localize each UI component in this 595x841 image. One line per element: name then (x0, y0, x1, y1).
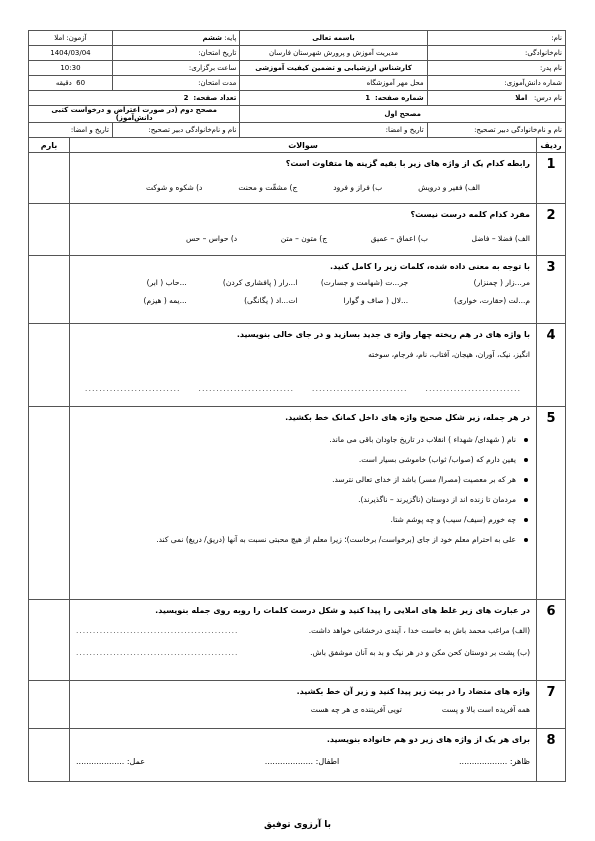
course-label: نام درس: (533, 94, 562, 102)
question-6 (28, 600, 566, 681)
option-c: ج) متون – متن (280, 234, 328, 243)
score-cell (29, 324, 70, 406)
option-c: ج) مشقّت و محنت (238, 183, 298, 192)
father-cell (427, 61, 565, 76)
soalat-header: سوالات (288, 140, 318, 150)
question-number: 6 (536, 600, 565, 680)
student-no-cell (427, 76, 565, 91)
date-sign-2: تاریخ و امضا: (29, 123, 113, 138)
father-label: نام پدر: (539, 64, 562, 72)
question-number: 4 (536, 324, 565, 406)
answer-blank[interactable]: ........................... (84, 384, 181, 393)
directorate: مدیریت آموزش و پرورش شهرستان فارسان (240, 46, 427, 61)
score-cell (29, 256, 70, 323)
item: ...حاب ( ابر) (146, 278, 187, 287)
answer-blank[interactable]: ........................... (425, 384, 522, 393)
question-title: با توجه به معنی داده شده، کلمات زیر را کامل کنید. (330, 262, 530, 271)
question-7 (28, 681, 566, 729)
school-seal: محل مهر آموزشگاه (240, 76, 427, 91)
question-number: 7 (536, 681, 565, 728)
barom-header: بارم (29, 138, 70, 152)
item: ...یمه ( هیزم) (143, 296, 187, 305)
name-cell (427, 31, 565, 46)
sentence-b: (ب) پشت بر دوستان کحن مکن و در هر نیک و بد به آنان موشفق باش. (310, 648, 530, 657)
duration-label: مدت امتحان: (112, 76, 239, 91)
grade-cell (112, 31, 239, 46)
option-b: ب) فراز و فرود (333, 183, 383, 192)
second-corrector: مصحح دوم (در صورت اعتراض و درخواست کتبی دانش‌آموز) (29, 106, 240, 123)
score-cell (29, 204, 70, 255)
word-zaher[interactable]: ظاهر: ................... (459, 757, 530, 766)
teacher-label-2: نام و نام‌خانوادگی دبیر تصحیح: (112, 123, 239, 138)
question-2 (28, 204, 566, 256)
answer-blank[interactable]: ........................... (198, 384, 295, 393)
score-cell (29, 600, 70, 680)
family-cell (427, 46, 565, 61)
question-number: 8 (536, 729, 565, 781)
evaluation-expert: کارشناس ارزشیابی و تضمین کیفیت آموزشی (240, 61, 427, 76)
option-b: ب) اعماق – عمیق (370, 234, 428, 243)
answer-blank[interactable]: ................................................ (76, 648, 239, 657)
item: ات...اد ( یگانگی) (244, 296, 298, 305)
exam-date-label: تاریخ امتحان: (112, 46, 239, 61)
question-title: در عبارت های زیر غلط های املایی را پیدا کنید و شکل درست کلمات را روبه روی جمله بنویسید. (155, 606, 530, 615)
answer-blank[interactable]: ........................... (311, 384, 408, 393)
list-item: یقین دارم که (صواب/ ثواب) خاموشی بسیار است. (76, 453, 530, 467)
item: م...لت (حقارت، خواری) (454, 296, 530, 305)
student-no-label: شماره دانش‌آموزی: (504, 79, 562, 87)
page-value: 1 (365, 94, 371, 102)
grade-label: پایه: (224, 34, 237, 42)
duration-value: 60 (76, 79, 86, 87)
time-label: ساعت برگزاری: (112, 61, 239, 76)
option-a: الف) فضلا – فاضل (471, 234, 530, 243)
total-pages-label: تعداد صفحه: (193, 94, 237, 102)
option-a: الف) فقیر و درویش (418, 183, 480, 192)
item: جر...ت (شهامت و جسارت) (320, 278, 409, 287)
teacher-label-1: نام و نام‌خانوادگی دبیر تصحیح: (427, 123, 565, 138)
question-5 (28, 407, 566, 600)
item: ا...رار ( پافشاری کردن) (222, 278, 298, 287)
score-cell (29, 681, 70, 728)
list-item: نام ( شهدای/ شهداء ) انقلاب در تاریخ جاودان باقی می ماند. (76, 433, 530, 447)
radif-header: ردیف (536, 138, 565, 152)
score-cell (29, 407, 70, 599)
question-title: برای هر یک از واژه های زیر دو هم خانواده بنویسید. (326, 735, 530, 744)
list-item: هر که بر معصیت (مصرا/ مسر) باشد از خدای تعالی نترسد. (76, 473, 530, 487)
list-item: چه خورم (سیف/ سیب) و چه پوشم شتا. (76, 513, 530, 527)
word-amal[interactable]: عمل: ................... (76, 757, 146, 766)
first-corrector: مصحح اول (240, 106, 566, 123)
question-title: با واژه های در هم ریخته چهار واژه ی جدید بسازید و در جای خالی بنویسید. (236, 330, 530, 339)
question-title: واژه های متضاد را در بیت زیر پیدا کنید و زیر آن خط بکشید. (296, 687, 530, 696)
score-cell (29, 729, 70, 781)
verse-2: تویی آفریننده ی هر چه هست (310, 705, 402, 714)
duration-unit: دقیقه (55, 79, 72, 87)
list-item: مردمان تا زنده اند از دوستان (ناگزیرند – ناگذیرند). (76, 493, 530, 507)
question-number: 2 (536, 204, 565, 255)
course-value: املا (515, 94, 528, 102)
question-title: رابطه کدام یک از واژه های زیر با بقیه گزینه ها متفاوت است؟ (285, 159, 530, 168)
course-cell (427, 91, 565, 106)
option-d: د) شکوه و شوکت (146, 183, 203, 192)
answer-blank[interactable]: ................................................ (76, 626, 239, 635)
item: مر...زار ( چمنزار) (473, 278, 530, 287)
date-sign-1: تاریخ و امضا: (240, 123, 427, 138)
question-title: مفرد کدام کلمه درست نیست؟ (410, 210, 530, 219)
score-cell (29, 153, 70, 203)
questions-header (28, 138, 566, 153)
verse-1: همه آفریده است بالا و پست (441, 705, 530, 714)
bismillah: باسمه تعالی (240, 31, 427, 46)
total-pages-value: 2 (183, 94, 189, 102)
name-label: نام: (551, 34, 562, 42)
exam-subject: آزمون: املا (29, 31, 113, 46)
family-label: نام‌خانوادگی: (524, 49, 562, 57)
question-8 (28, 729, 566, 782)
question-title: در هر جمله، زیر شکل صحیح واژه های داخل کمانک خط بکشید. (285, 413, 530, 422)
list-item: علی به احترام معلم خود از جای (برخواست/ برخاست)؛ زیرا معلم از هیچ محبتی نسبت به آنها (دریق/ دریغ) نمی کند. (76, 533, 530, 547)
question-1 (28, 153, 566, 204)
time-value: 10:30 (29, 61, 113, 76)
footer-wish: با آرزوی توفیق (263, 820, 332, 830)
question-number: 5 (536, 407, 565, 599)
page-label: شماره صفحه: (374, 94, 424, 102)
question-4 (28, 324, 566, 407)
sentence-a: (الف) مراغب محمد باش به خاست خدا ، آیندی درخشانی خواهد داشت. (308, 626, 530, 635)
grade-value: ششم (202, 34, 222, 42)
word-atfal[interactable]: اطفال: ................... (264, 757, 340, 766)
total-pages-cell (29, 91, 240, 106)
page-number-cell (240, 91, 427, 106)
duration-cell (29, 76, 113, 91)
exam-date-value: 1404/03/04 (29, 46, 113, 61)
question-number: 3 (536, 256, 565, 323)
question-3 (28, 256, 566, 324)
option-d: د) حواس – حس (186, 234, 238, 243)
exam-header (28, 30, 566, 138)
question-number: 1 (536, 153, 565, 203)
item: ...لال ( صاف و گوارا (343, 296, 409, 305)
word-list: انگیز، نیک، آوران، هیجان، آفتاب، نام، فرجام، سوخته (368, 350, 530, 359)
